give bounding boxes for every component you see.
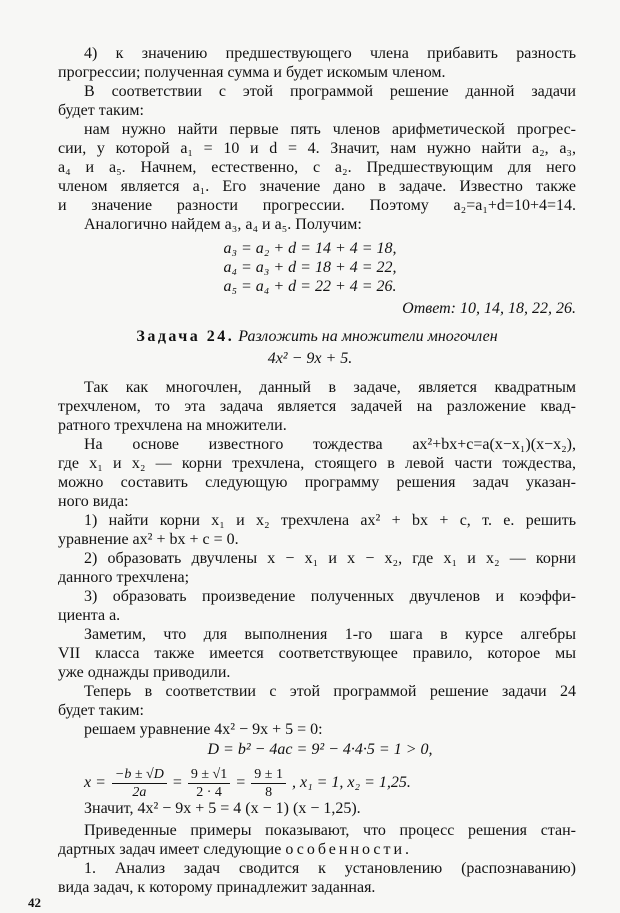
text-line: Заметим, что для выполнения 1-го шага в курсе алгебры: [84, 626, 576, 643]
text-line: данного трехчлена;: [58, 569, 190, 586]
text-line: и значение разности прогрессии. Поэтому a₂=a₁+d=10+4=14.: [58, 197, 576, 214]
problem-heading: [58, 328, 576, 346]
text-line: вида задач, к которому принадлежит заданная.: [58, 879, 376, 896]
text-line: VII класса также имеется соответствующее правило, которое мы: [58, 645, 576, 662]
fraction-denominator: 2a: [132, 784, 147, 800]
text-line: Значит, 4x² − 9x + 5 = 4 (x − 1) (x − 1,25).: [84, 800, 361, 817]
text-line: 2) образовать двучлены x − x₁ и x − x₂, где x₁ и x₂ — корни: [84, 550, 576, 567]
fraction-simplified: [251, 766, 286, 801]
text-line: уравнение ax² + bx + c = 0.: [58, 531, 239, 548]
text-line: ного вида:: [58, 493, 129, 510]
problem-text: Разложить на множители многочлен: [238, 328, 498, 345]
text-line: 4) к значению предшествующего члена прибавить разность: [84, 45, 576, 62]
equals-sign: =: [236, 774, 246, 791]
answer: Ответ: 10, 14, 18, 22, 26.: [402, 300, 576, 317]
problem-polynomial: 4x² − 9x + 5.: [267, 350, 353, 367]
fraction-substituted: [188, 766, 230, 801]
text-line: a₄ и a₅. Начнем, естественно, с a₂. Предшествующим для него: [58, 159, 576, 176]
text-line: Аналогично найдем a₃, a₄ и a₅. Получим:: [84, 216, 362, 233]
text-line: уже однажды приводили.: [58, 664, 231, 681]
problem-label: Задача 24.: [136, 328, 235, 345]
text-line: Так как многочлен, данный в задаче, является квадратным: [84, 379, 576, 396]
text-line: будет таким:: [58, 102, 144, 119]
fraction-general: [112, 766, 167, 801]
text-line: прогрессии; полученная сумма и будет искомым членом.: [58, 64, 446, 81]
fraction-denominator: 2 · 4: [196, 784, 222, 800]
text-line: 1) найти корни x₁ и x₂ трехчлена ax² + bx + c, т. е. решить: [84, 512, 576, 529]
equation-a4: a₄ = a₃ + d = 18 + 4 = 22,: [223, 259, 397, 276]
roots-x-label: x =: [84, 774, 106, 791]
text-line: Приведенные примеры показывают, что процесс решения стан-: [84, 822, 576, 839]
fraction-numerator: 9 ± 1: [251, 766, 286, 784]
text-line: На основе известного тождества ax²+bx+c=a(x−x₁)(x−x₂),: [84, 436, 576, 453]
equation-a3: a₃ = a₂ + d = 14 + 4 = 18,: [223, 240, 397, 257]
text-line: 1. Анализ задач сводится к установлению (распознаванию): [84, 860, 576, 877]
text-line: Теперь в соответствии с этой программой решение задачи 24: [84, 683, 576, 700]
text-fragment: дартных задач имеет следующие: [58, 841, 282, 858]
text-line: членом является a₁. Его значение дано в задаче. Известно также: [58, 178, 576, 195]
page-number: 42: [28, 895, 41, 910]
text-line: В соответствии с этой программой решение данной задачи: [84, 83, 576, 100]
text-line: сии, у которой a₁ = 10 и d = 4. Значит, нам нужно найти a₂, a₃,: [58, 140, 576, 157]
text-line: трехчленом, то эта задача является задачей на разложение квад-: [58, 398, 576, 415]
text-line: будет таким:: [58, 702, 144, 719]
text-line: можно составить следующую программу решения задач указан-: [58, 474, 576, 491]
equation-a5: a₅ = a₄ + d = 22 + 4 = 26.: [223, 278, 397, 295]
text-line: [58, 841, 620, 859]
text-line: ратного трехчлена на множители.: [58, 417, 287, 434]
fraction-numerator: 9 ± √1: [188, 766, 230, 784]
text-line: нам нужно найти первые пять членов арифметической прогрес-: [84, 121, 576, 138]
roots-values: , x₁ = 1, x₂ = 1,25.: [291, 774, 411, 791]
text-line: 3) образовать произведение полученных двучленов и коэффи-: [84, 588, 576, 605]
discriminant-equation: D = b² − 4ac = 9² − 4·4·5 = 1 > 0,: [207, 741, 433, 758]
emphasis-spaced: особенности.: [285, 841, 413, 858]
fraction-numerator: −b ± √D: [112, 766, 167, 784]
text-line: циента a.: [58, 607, 121, 624]
text-line: где x₁ и x₂ — корни трехчлена, стоящего в левой части тождества,: [58, 455, 576, 472]
equals-sign: =: [172, 774, 182, 791]
text-line: решаем уравнение 4x² − 9x + 5 = 0:: [84, 721, 323, 738]
fraction-denominator: 8: [265, 784, 273, 800]
